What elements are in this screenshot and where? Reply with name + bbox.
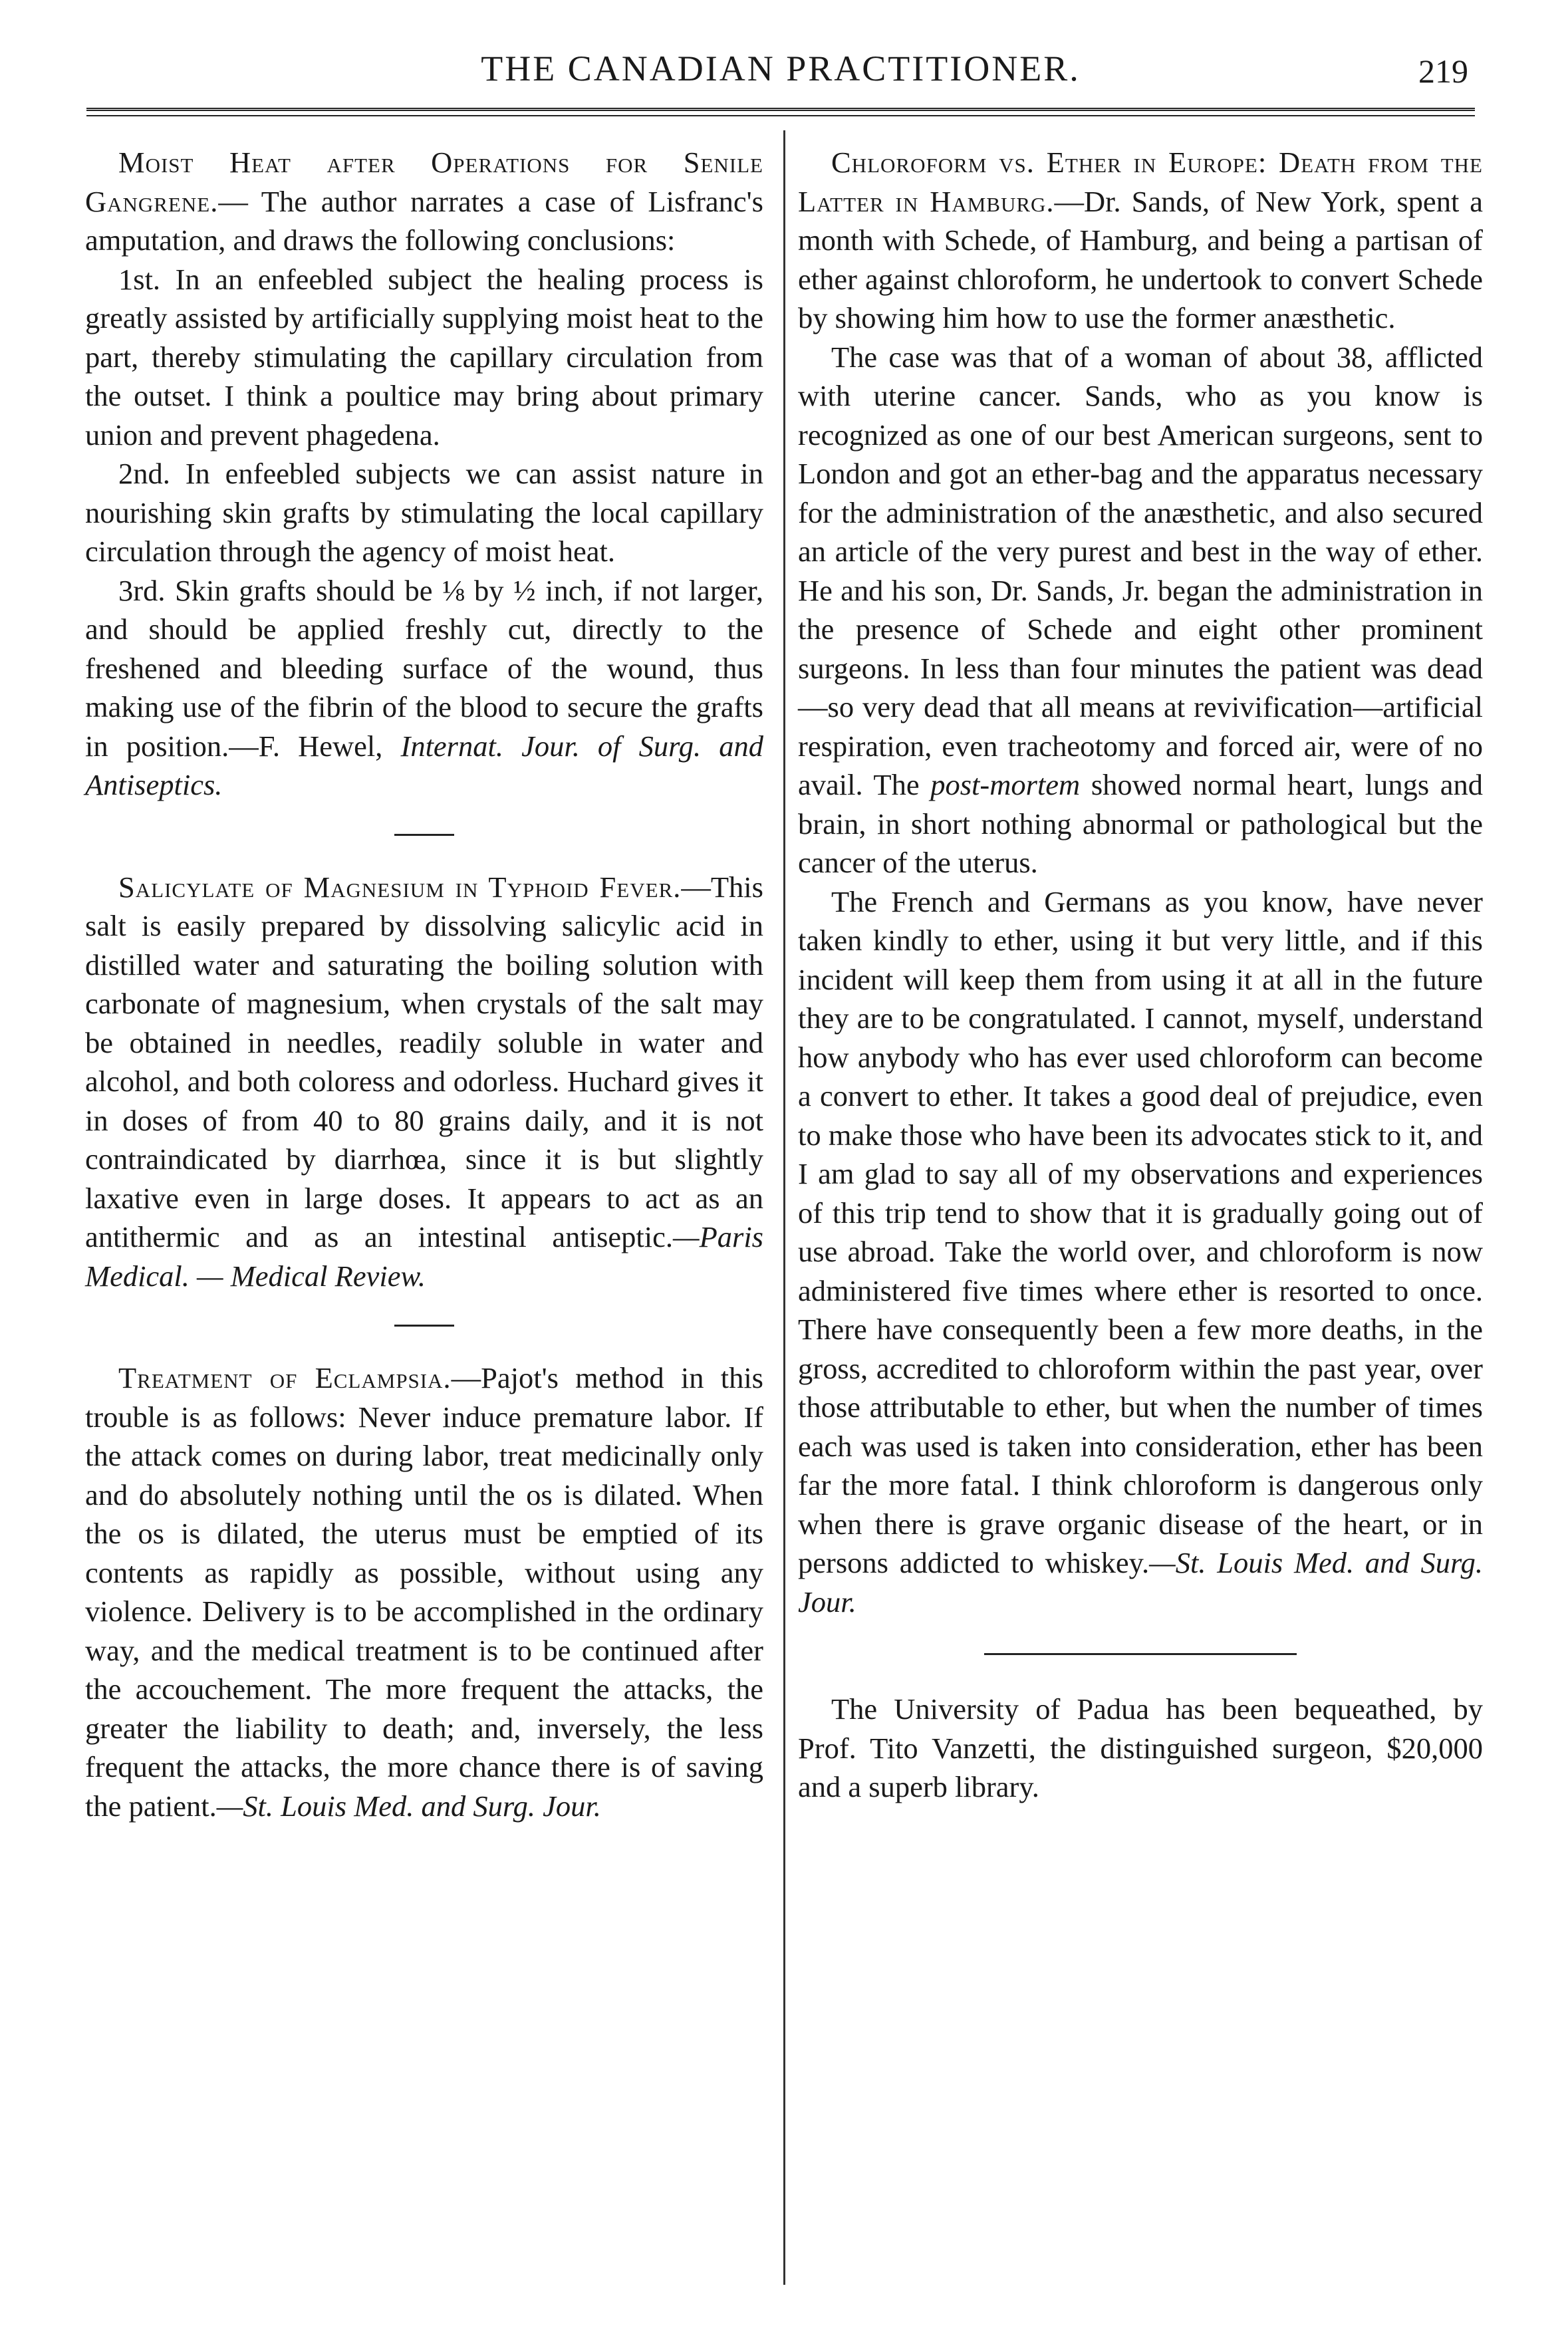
article-eclampsia [85,1359,763,1825]
article-body [85,1359,763,1825]
article-padua [798,1690,1483,1807]
conclusion-2: 2nd. In enfeebled subjects we can assist nature in nourishing skin grafts by stimulating the local capillary circulation through the agency of moist heat. [85,457,763,568]
post-mortem-term: post-mortem [930,768,1081,801]
column-divider [783,130,785,2285]
article-body-text: —Pajot's method in this trouble is as follows: Never induce premature labor. If the attack comes on during labor, treat medicinally only and do absolutely nothing until the os is dilated. When the os is dilated, the uterus must be emptied of its contents as rapidly as possible, without using any violence. Delivery is to be accomplished in the ordinary way, and the medical treatment is to be continued after the accouchement. The more frequent the attacks, the greater the liability to death; and, inversely, the less frequent the attacks, the more chance there is of saving the patient. [85,1361,763,1823]
article-heading: Chloroform vs. Ether in Europe: Death from the Latter in Hamburg. [798,146,1483,218]
article-intro [798,143,1483,338]
article-separator [984,1653,1297,1655]
page-number: 219 [1418,53,1468,90]
conclusion-3 [85,571,763,805]
article-source: Internat. Jour. of Surg. and Antiseptics. [85,729,764,801]
article-chloroform-ether [798,143,1483,1621]
article-separator [394,834,454,836]
header-rule [86,108,1475,116]
article-heading: Moist Heat after Operations for Senile Gangrene. [85,146,763,218]
article-separator [394,1325,454,1327]
article-source: —St. Louis Med. and Surg. Jour. [798,1546,1483,1619]
article-source: —Paris Medical. — Medical Review. [85,1220,763,1293]
article-source: —St. Louis Med. and Surg. Jour. [216,1789,601,1823]
article-paragraph [798,882,1483,1622]
article-heading: Salicylate of Magnesium in Typhoid Fever. [118,870,682,904]
paragraph-text-after: showed normal heart, lungs and brain, in short nothing abnormal or pathological but the cancer of the uterus. [798,768,1484,879]
article-paragraph [798,338,1483,882]
paragraph-text: The French and Germans as you know, have never taken kindly to ether, using it but very little, and if this incident will keep them from using it at all in the future they are to be congratulated. I cannot, myself, understand how anybody who has ever used chloroform can become a convert to ether. It takes a good deal of prejudice, even to make those who have been its advocates stick to it, and I am glad to say all of my observations and experiences of this trip tend to show that it is gradually going out of use abroad. Take the world over, and chloroform is now administered five times where ether is resorted to once. There have consequently been a few more deaths, in the gross, accredited to chloroform within the past year, over those attributable to ether, but when the number of times each was used is taken into consideration, ether has been far the more fatal. I think chloroform is dangerous only when there is grave organic disease of the heart, or in persons addicted to whiskey. [798,884,1483,1579]
journal-title: THE CANADIAN PRACTITIONER. [481,49,1081,88]
paragraph-text-before: The case was that of a woman of about 38, afflicted with uterine cancer. Sands, who as you know is recognized as one of our best American surgeons, sent to London and got an ether-bag and the apparatus necessary for the administration of the anæsthetic, and also secured an article of the very purest and best in the way of ether. He and his son, Dr. Sands, Jr. began the administration in the presence of Schede and eight other prominent surgeons. In less than four minutes the patient was dead—so very dead that all means at revivification—artificial respiration, even tracheotomy and forced air, were of no avail. The [798,340,1483,801]
left-column [85,143,763,1825]
article-body: The University of Padua has been bequeathed, by Prof. Tito Vanzetti, the distinguished surgeon, $20,000 and a superb library. [798,1692,1483,1803]
article-salicylate [85,868,763,1296]
article-body [85,868,763,1296]
running-head [86,39,1475,98]
conclusion-3-text: 3rd. Skin grafts should be ⅛ by ½ inch, if not larger, and should be applied freshly cut, directly to the freshened and bleeding surface of the wound, thus making use of the fibrin of the blood to secure the grafts in position.—F. Hewel, [85,573,763,763]
article-body-text: —This salt is easily prepared by dissolving salicylic acid in distilled water and saturating the boiling solution with carbonate of magnesium, when crystals of the salt may be obtained in needles, readily soluble in water and alcohol, and both coloress and odorless. Huchard gives it in doses of from 40 to 80 grains daily, and it is not contraindicated by diarrhœa, since it is but slightly laxative even in large doses. It appears to act as an antithermic and as an intestinal antiseptic. [85,870,763,1253]
article-intro-text: —Dr. Sands, of New York, spent a month with Schede, of Hamburg, and being a partisan of ether against chloroform, he undertook to convert Schede by showing him how to use the former anæsthetic. [798,184,1483,334]
article-intro-text: — The author narrates a case of Lisfranc's amputation, and draws the following conclusions: [85,184,763,257]
article-heading: Treatment of Eclampsia. [118,1361,452,1394]
conclusion-1: 1st. In an enfeebled subject the healing process is greatly assisted by artificially supplying moist heat to the part, thereby stimulating the capillary circulation from the outset. I think a poultice may bring about primary union and prevent phagedena. [85,262,763,452]
article-moist-heat [85,143,763,805]
article-intro [85,143,763,260]
right-column [798,143,1483,1807]
